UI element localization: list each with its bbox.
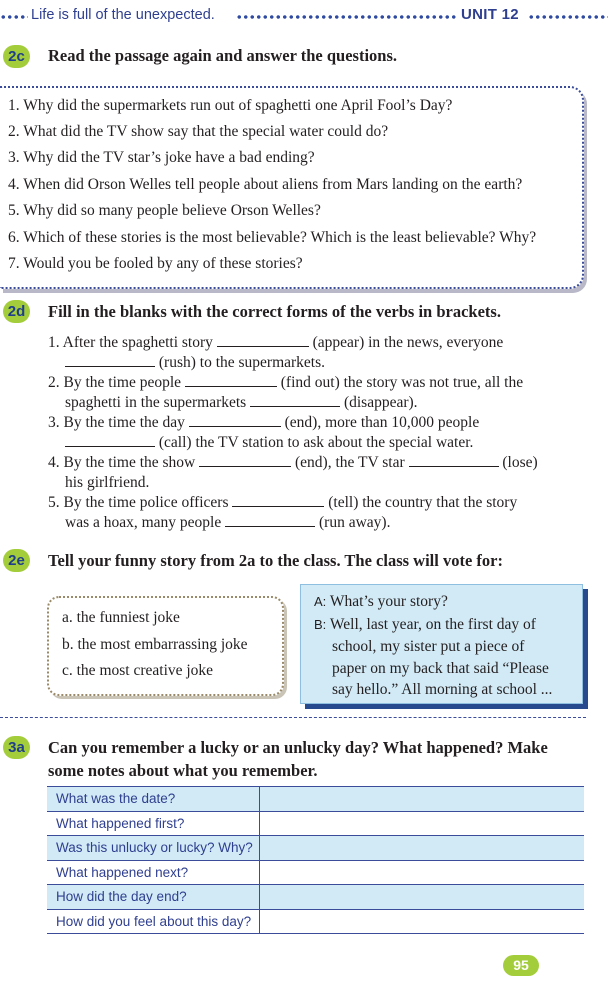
- sentence-text: (end), more than 10,000 people: [284, 414, 480, 431]
- page-number: 95: [503, 955, 539, 976]
- sentence-text: (rush) to the supermarkets.: [158, 354, 326, 371]
- speaker-a-text: What’s your story?: [329, 593, 448, 610]
- table-row: [47, 811, 584, 836]
- answer-blank[interactable]: [409, 454, 499, 467]
- answer-blank[interactable]: [189, 414, 281, 427]
- header-dots-left: [0, 15, 28, 19]
- answer-blank[interactable]: [225, 514, 315, 527]
- answer-blank[interactable]: [185, 374, 277, 387]
- prompt-cell: What was the date?: [47, 787, 260, 812]
- answer-blank[interactable]: [65, 354, 155, 367]
- sentence-text: (run away).: [319, 514, 391, 531]
- section-divider: [0, 717, 586, 718]
- sentence-text: 5. By the time police officers: [48, 494, 229, 511]
- section-3a-heading-line2: some notes about what you remember.: [48, 761, 318, 780]
- table-row: [47, 860, 584, 885]
- table-row: [47, 787, 584, 812]
- sentence-text: (end), the TV star: [295, 454, 405, 471]
- answer-blank[interactable]: [250, 394, 340, 407]
- exercise-line: [48, 334, 503, 352]
- question-item: 3. Why did the TV star’s joke have a bad ending?: [8, 149, 315, 166]
- table-row: [47, 909, 584, 934]
- speaker-b-text: paper on my back that said “Please: [332, 660, 549, 677]
- sentence-text: his girlfriend.: [65, 474, 150, 491]
- answer-cell[interactable]: [260, 836, 585, 861]
- section-2d-heading: Fill in the blanks with the correct forms of the verbs in brackets.: [48, 302, 501, 321]
- page-header: [0, 0, 608, 34]
- dialogue-line: [314, 593, 448, 611]
- notes-table: [47, 786, 584, 934]
- question-item: 4. When did Orson Welles tell people about aliens from Mars landing on the earth?: [8, 176, 523, 193]
- unit-label: UNIT 12: [461, 6, 519, 23]
- sentence-text: (appear) in the news, everyone: [312, 334, 504, 351]
- sentence-text: (find out) the story was not true, all the: [280, 374, 524, 391]
- header-dots-middle: [236, 15, 456, 19]
- sentence-text: 1. After the spaghetti story: [48, 334, 213, 351]
- answer-cell[interactable]: [260, 885, 585, 910]
- exercise-line: [65, 514, 390, 532]
- sentence-text: (call) the TV station to ask about the special water.: [158, 434, 474, 451]
- answer-cell[interactable]: [260, 860, 585, 885]
- question-item: 2. What did the TV show say that the special water could do?: [8, 123, 389, 140]
- question-item: 7. Would you be fooled by any of these stories?: [8, 255, 303, 272]
- answer-blank[interactable]: [217, 334, 309, 347]
- answer-blank[interactable]: [65, 434, 155, 447]
- speaker-a-label: A:: [314, 594, 327, 609]
- speaker-b-text: say hello.” All morning at school ...: [332, 681, 553, 698]
- question-item: 6. Which of these stories is the most believable? Which is the least believable? Why?: [8, 229, 537, 246]
- sentence-text: (lose): [502, 454, 538, 471]
- prompt-cell: Was this unlucky or lucky? Why?: [47, 836, 260, 861]
- vote-option: b. the most embarrassing joke: [62, 636, 248, 653]
- sentence-text: 2. By the time people: [48, 374, 182, 391]
- sentence-text: (disappear).: [343, 394, 418, 411]
- prompt-cell: What happened first?: [47, 811, 260, 836]
- section-3a-heading: Can you remember a lucky or an unlucky day? What happened? Make: [48, 738, 548, 757]
- section-2c-heading: Read the passage again and answer the questions.: [48, 46, 397, 65]
- vote-option: a. the funniest joke: [62, 609, 180, 626]
- exercise-line: [65, 434, 473, 452]
- speaker-b-text: school, my sister put a piece of: [332, 638, 525, 655]
- answer-blank[interactable]: [199, 454, 291, 467]
- prompt-cell: What happened next?: [47, 860, 260, 885]
- answer-cell[interactable]: [260, 811, 585, 836]
- speaker-b-text: Well, last year, on the first day of: [329, 616, 536, 633]
- question-item: 1. Why did the supermarkets run out of spaghetti one April Fool’s Day?: [8, 97, 453, 114]
- exercise-line: [48, 494, 517, 512]
- exercise-line: [48, 414, 479, 432]
- vote-option: c. the most creative joke: [62, 662, 214, 679]
- answer-cell[interactable]: [260, 909, 585, 934]
- answer-cell[interactable]: [260, 787, 585, 812]
- sentence-text: 3. By the time the day: [48, 414, 185, 431]
- example-dialogue-box: [300, 584, 583, 704]
- header-dots-right: [528, 15, 608, 19]
- section-badge-2e: 2e: [3, 549, 30, 572]
- unit-subtitle: Life is full of the unexpected.: [31, 7, 215, 23]
- vote-options-box: [47, 596, 284, 696]
- dialogue-line: [314, 616, 536, 634]
- exercise-line: [65, 394, 418, 412]
- table-row: [47, 836, 584, 861]
- exercise-line: [65, 474, 149, 492]
- section-badge-2c: 2c: [3, 45, 30, 68]
- answer-blank[interactable]: [232, 494, 324, 507]
- sentence-text: spaghetti in the supermarkets: [65, 394, 247, 411]
- speaker-b-label: B:: [314, 617, 327, 632]
- question-item: 5. Why did so many people believe Orson Welles?: [8, 202, 321, 219]
- sentence-text: (tell) the country that the story: [328, 494, 518, 511]
- prompt-cell: How did you feel about this day?: [47, 909, 260, 934]
- prompt-cell: How did the day end?: [47, 885, 260, 910]
- table-row: [47, 885, 584, 910]
- section-badge-3a: 3a: [3, 736, 30, 759]
- exercise-line: [48, 374, 523, 392]
- section-2e-heading: Tell your funny story from 2a to the class. The class will vote for:: [48, 551, 503, 570]
- exercise-line: [65, 354, 325, 372]
- questions-box: [0, 86, 584, 289]
- exercise-line: [48, 454, 538, 472]
- sentence-text: was a hoax, many people: [65, 514, 222, 531]
- sentence-text: 4. By the time the show: [48, 454, 196, 471]
- section-badge-2d: 2d: [3, 300, 30, 323]
